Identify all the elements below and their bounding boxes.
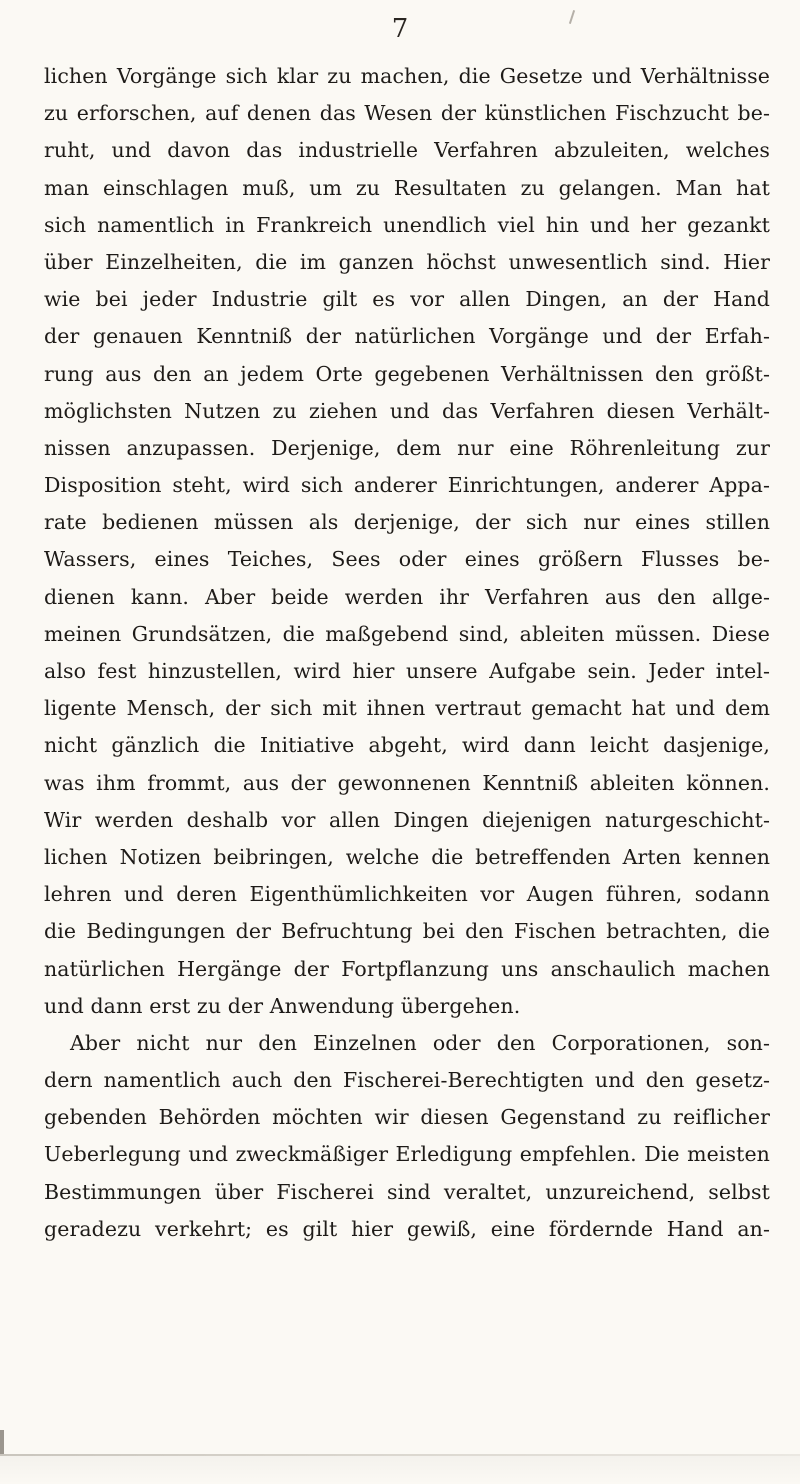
text-line: was ihm frommt, aus der gewonnenen Kenntniß ableiten können.	[44, 770, 770, 795]
text-line: lichen Notizen beibringen, welche die betreffenden Arten kennen	[44, 844, 770, 869]
text-line: und dann erst zu der Anwendung übergehen.	[44, 993, 521, 1018]
text-line: Aber nicht nur den Einzelnen oder den Corporationen, son-	[70, 1030, 770, 1055]
text-line: wie bei jeder Industrie gilt es vor allen Dingen, an der Hand	[44, 287, 770, 312]
text-line: natürlichen Hergänge der Fortpflanzung uns anschaulich machen	[44, 956, 770, 981]
text-line: gebenden Behörden möchten wir diesen Gegenstand zu reiflicher	[44, 1105, 770, 1130]
text-line: Disposition steht, wird sich anderer Einrichtungen, anderer Appa-	[44, 473, 770, 498]
text-line: nicht gänzlich die Initiative abgeht, wird dann leicht dasjenige,	[44, 733, 770, 758]
page-bottom-rule	[0, 1454, 800, 1456]
page-bottom-shade	[0, 1456, 800, 1484]
page-number: 7	[391, 14, 409, 44]
text-line: Bestimmungen über Fischerei sind veraltet, unzureichend, selbst	[44, 1179, 770, 1204]
text-line: geradezu verkehrt; es gilt hier gewiß, eine fördernde Hand an-	[44, 1216, 770, 1241]
text-line: ligente Mensch, der sich mit ihnen vertraut gemacht hat und dem	[44, 696, 770, 721]
text-line: zu erforschen, auf denen das Wesen der künstlichen Fischzucht be-	[44, 101, 770, 126]
text-line: lehren und deren Eigenthümlichkeiten vor Augen führen, sodann	[44, 882, 770, 907]
text-line: Wassers, eines Teiches, Sees oder eines größern Flusses be-	[44, 547, 770, 572]
text-line: also fest hinzustellen, wird hier unsere Aufgabe sein. Jeder intel-	[44, 659, 770, 683]
text-line: die Bedingungen der Befruchtung bei den Fischen betrachten, die	[44, 919, 770, 944]
text-line: sich namentlich in Frankreich unendlich viel hin und her gezankt	[44, 212, 770, 237]
text-line: nissen anzupassen. Derjenige, dem nur eine Röhrenleitung zur	[44, 435, 770, 460]
text-line: der genauen Kenntniß der natürlichen Vorgänge und der Erfah-	[44, 324, 770, 349]
text-line: Ueberlegung und zweckmäßiger Erledigung empfehlen. Die meisten	[44, 1142, 770, 1167]
text-line: dienen kann. Aber beide werden ihr Verfahren aus den allge-	[44, 584, 770, 609]
text-line: dern namentlich auch den Fischerei-Berechtigten und den gesetz-	[44, 1068, 770, 1093]
text-line: über Einzelheiten, die im ganzen höchst unwesentlich sind. Hier	[44, 249, 770, 274]
text-line: rate bedienen müssen als derjenige, der sich nur eines stillen	[44, 510, 770, 535]
text-line: Wir werden deshalb vor allen Dingen diejenigen naturgeschicht-	[44, 807, 770, 832]
text-line: man einschlagen muß, um zu Resultaten zu gelangen. Man hat	[44, 175, 770, 200]
text-line: ruht, und davon das industrielle Verfahren abzuleiten, welches	[44, 138, 770, 163]
body-text	[44, 58, 770, 1248]
text-line: möglichsten Nutzen zu ziehen und das Verfahren diesen Verhält-	[44, 398, 770, 423]
text-line: rung aus den an jedem Orte gegebenen Verhältnissen den größt-	[44, 361, 770, 386]
text-line: lichen Vorgänge sich klar zu machen, die Gesetze und Verhältnisse	[44, 64, 770, 88]
text-line: meinen Grundsätzen, die maßgebend sind, ableiten müssen. Diese	[44, 621, 770, 646]
